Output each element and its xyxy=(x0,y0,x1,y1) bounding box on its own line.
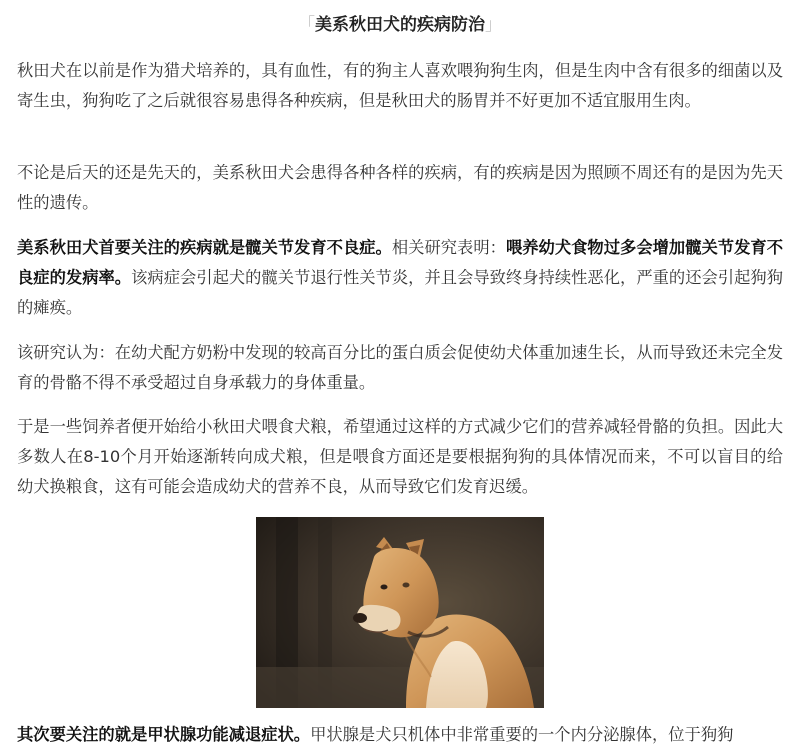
title-bracket-open: 「 xyxy=(298,15,315,35)
research-lead: 相关研究表明： xyxy=(391,238,506,257)
paragraph-thyroid xyxy=(17,720,783,750)
akita-dog-photo xyxy=(256,517,544,708)
title-bracket-close: 」 xyxy=(485,15,502,35)
paragraph-feeding-advice: 于是一些饲养者便开始给小秋田犬喂食犬粮，希望通过这样的方式减少它们的营养减轻骨骼的负担。因此大多数人在8-10个月开始逐渐转向成犬粮，但是喂食方面还是要根据狗狗的具体情况而来，不可以盲目的给幼犬换粮食，这有可能会造成幼犬的营养不良，从而导致它们发育迟缓。 xyxy=(17,417,783,496)
hip-dysplasia-heading: 美系秋田犬首要关注的疾病就是髋关节发育不良症。 xyxy=(17,238,392,257)
hip-dysplasia-detail: 该病症会引起犬的髋关节退行性关节炎，并且会导致终身持续性恶化，严重的还会引起狗狗的瘫痪。 xyxy=(17,268,783,317)
paragraph-hip-dysplasia xyxy=(17,233,783,323)
title-text: 美系秋田犬的疾病防治 xyxy=(315,15,485,35)
paragraph-diseases-intro: 不论是后天的还是先天的，美系秋田犬会患得各种各样的疾病，有的疾病是因为照顾不周还有的是因为先天性的遗传。 xyxy=(17,163,783,212)
article-title xyxy=(0,12,800,38)
paragraph-raw-meat: 秋田犬在以前是作为猎犬培养的，具有血性，有的狗主人喜欢喂狗狗生肉，但是生肉中含有很多的细菌以及寄生虫，狗狗吃了之后就很容易患得各种疾病，但是秋田犬的肠胃并不好更加不适宜服用生肉。 xyxy=(17,61,783,110)
dog-illustration xyxy=(256,517,544,708)
thyroid-detail: 甲状腺是犬只机体中非常重要的一个内分泌腺体，位于狗狗 xyxy=(310,725,734,744)
research-finding: 喂养幼犬食物过多会增加髋关节发育不良症的发病率。 xyxy=(17,238,783,287)
thyroid-heading: 其次要关注的就是甲状腺功能减退症状。 xyxy=(17,725,311,744)
paragraph-protein-research: 该研究认为：在幼犬配方奶粉中发现的较高百分比的蛋白质会促使幼犬体重加速生长，从而导致还未完全发育的骨骼不得不承受超过自身承载力的身体重量。 xyxy=(17,343,783,392)
